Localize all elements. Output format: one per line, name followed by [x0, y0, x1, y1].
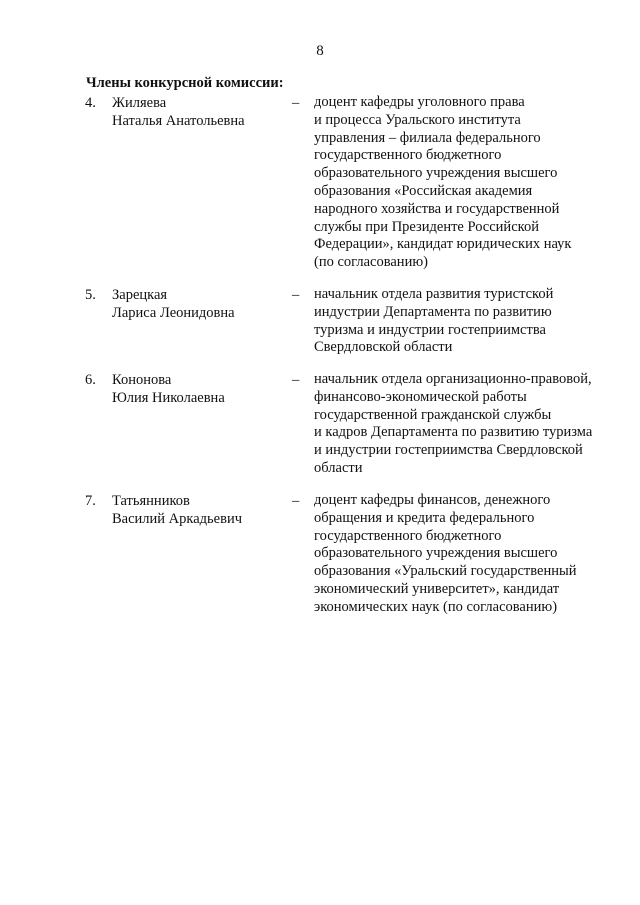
- member-surname: Татьянников: [112, 493, 190, 509]
- member-name: [112, 492, 242, 528]
- member-name: [112, 94, 245, 130]
- page-number: 8: [316, 43, 324, 59]
- member-name: [112, 371, 225, 407]
- member-description: начальник отдела организационно-правовой, финансово-экономической работы государственной гражданской службы и кадров Департамента по развитию туризма и индустрии гостеприимства Свердловской области: [314, 371, 593, 476]
- member-dash: –: [292, 287, 300, 303]
- member-given-names: Лариса Леонидовна: [112, 305, 235, 321]
- member-dash: –: [292, 493, 300, 509]
- member-dash: –: [292, 372, 300, 388]
- member-number: 7.: [85, 493, 96, 509]
- member-dash: –: [292, 95, 300, 111]
- member-description: доцент кафедры финансов, денежного обращения и кредита федерального государственного бюджетного образовательного учреждения высшего образования «Уральский государственный экономический университет», кандидат экономических наук (по согласованию): [314, 492, 577, 615]
- member-number: 6.: [85, 372, 96, 388]
- member-description: начальник отдела развития туристской индустрии Департамента по развитию туризма и индустрии гостеприимства Свердловской области: [314, 286, 554, 356]
- member-surname: Жиляева: [112, 95, 167, 111]
- member-surname: Кононова: [112, 372, 172, 388]
- section-heading: Члены конкурсной комиссии:: [86, 75, 284, 91]
- member-surname: Зарецкая: [112, 287, 168, 303]
- member-given-names: Юлия Николаевна: [112, 390, 225, 406]
- member-number: 5.: [85, 287, 96, 303]
- member-name: [112, 286, 235, 322]
- member-number: 4.: [85, 95, 96, 111]
- member-given-names: Наталья Анатольевна: [112, 113, 245, 129]
- member-given-names: Василий Аркадьевич: [112, 511, 242, 527]
- member-description: доцент кафедры уголовного права и процесса Уральского института управления – филиала федерального государственного бюджетного образовательного учреждения высшего образования «Российская академия народного хозяйства и государственной службы при Президенте Российской Федерации», кандидат юридических наук (по согласованию): [314, 94, 572, 271]
